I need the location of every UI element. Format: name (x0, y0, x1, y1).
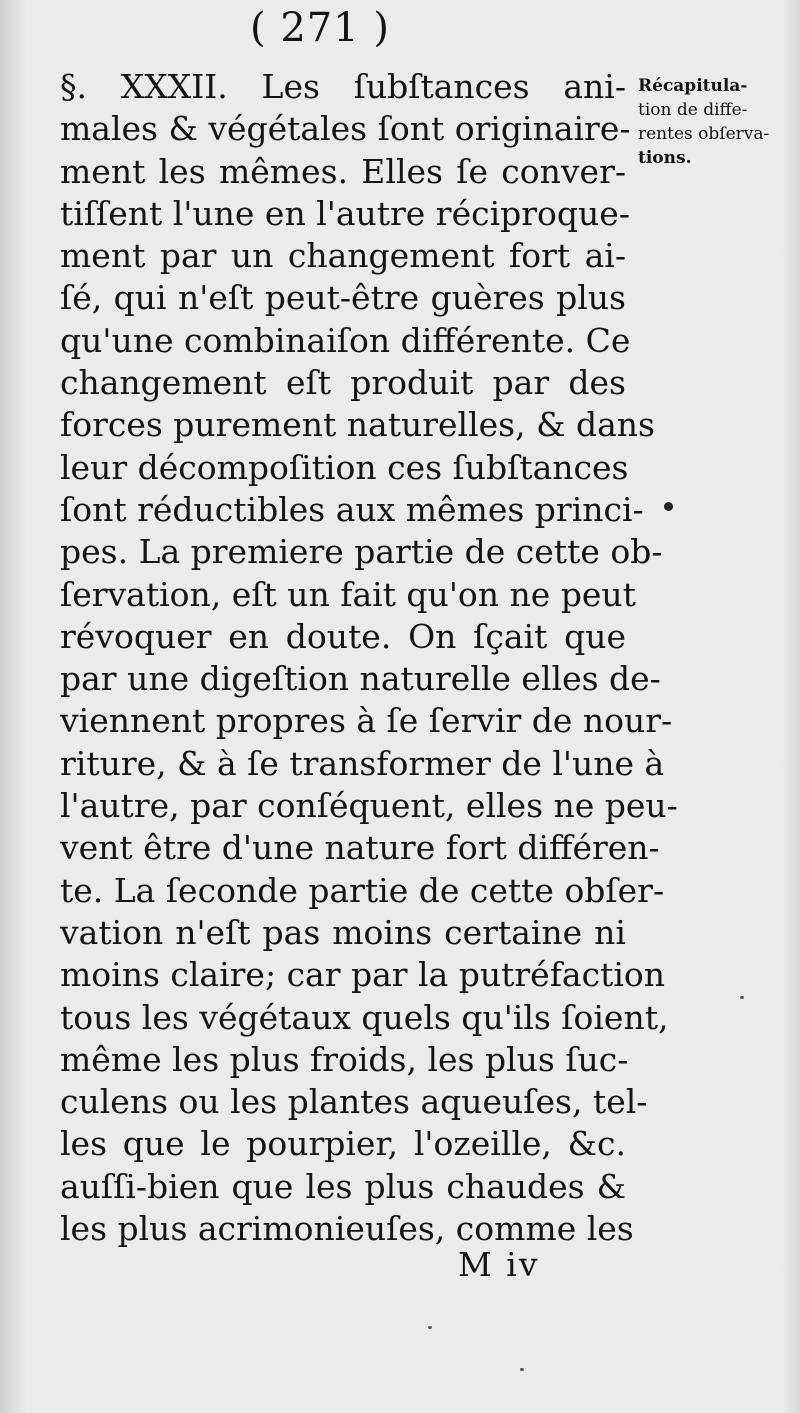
signature-mark: M iv (458, 1245, 540, 1284)
text-line: culens ou les plantes aqueuſes, tel- (60, 1082, 648, 1122)
text-line: ment par un changement fort ai- (60, 236, 626, 276)
text-line: §. XXXII. Les ſubſtances ani- (60, 67, 626, 106)
ink-blot (664, 502, 673, 511)
text-line: les plus acrimonieuſes, comme les (60, 1209, 634, 1249)
text-line: même les plus froids, les plus ſuc- (60, 1039, 629, 1079)
text-line: qu'une combinaiſon différente. Ce (60, 320, 631, 360)
text-line: par une digeſtion naturelle elles de- (60, 659, 661, 699)
text-line: tiſſent l'une en l'autre réciproque- (60, 193, 630, 233)
text-line: tous les végétaux quels qu'ils ſoient, (60, 997, 669, 1037)
text-line: forces purement naturelles, & dans (60, 405, 655, 445)
text-line: ment les mêmes. Elles ſe conver- (60, 151, 626, 191)
text-line: ſé, qui n'eſt peut-être guères plus (60, 278, 626, 318)
text-line: révoquer en doute. On ſçait que (60, 616, 626, 656)
text-line: leur décompoſition ces ſubſtances (60, 447, 629, 487)
ink-speck (520, 1368, 524, 1371)
text-line: viennent propres à ſe ſervir de nour- (60, 701, 673, 741)
text-line: les que le pourpier, l'ozeille, &c. (60, 1124, 626, 1164)
margin-note-line: tions. (638, 148, 692, 168)
text-line: ſont réductibles aux mêmes princi- (60, 489, 644, 529)
text-line: l'autre, par conſéquent, elles ne peu- (60, 786, 678, 826)
margin-note (638, 74, 798, 170)
text-line: ſervation, eſt un fait qu'on ne peut (60, 574, 636, 614)
ink-speck (740, 996, 744, 999)
text-line: males & végétales ſont originaire- (60, 109, 631, 149)
ink-speck (428, 1326, 432, 1329)
text-line: moins claire; car par la putréfaction (60, 955, 666, 995)
page-number: ( 271 ) (250, 5, 390, 51)
text-line: auſſi-bien que les plus chaudes & (60, 1166, 626, 1206)
text-line: changement eſt produit par des (60, 363, 626, 403)
margin-note-line: rentes obſerva- (638, 124, 770, 144)
margin-note-line: Récapitula- (638, 76, 748, 96)
text-line: vation n'eſt pas moins certaine ni (60, 912, 626, 952)
text-line: te. La ſeconde partie de cette obſer- (60, 870, 665, 910)
text-line: vent être d'une nature fort différen- (60, 828, 660, 868)
margin-note-line: tion de diffe- (638, 100, 748, 120)
text-line: pes. La premiere partie de cette ob- (60, 532, 663, 572)
text-line: riture, & à ſe transformer de l'une à (60, 743, 665, 783)
